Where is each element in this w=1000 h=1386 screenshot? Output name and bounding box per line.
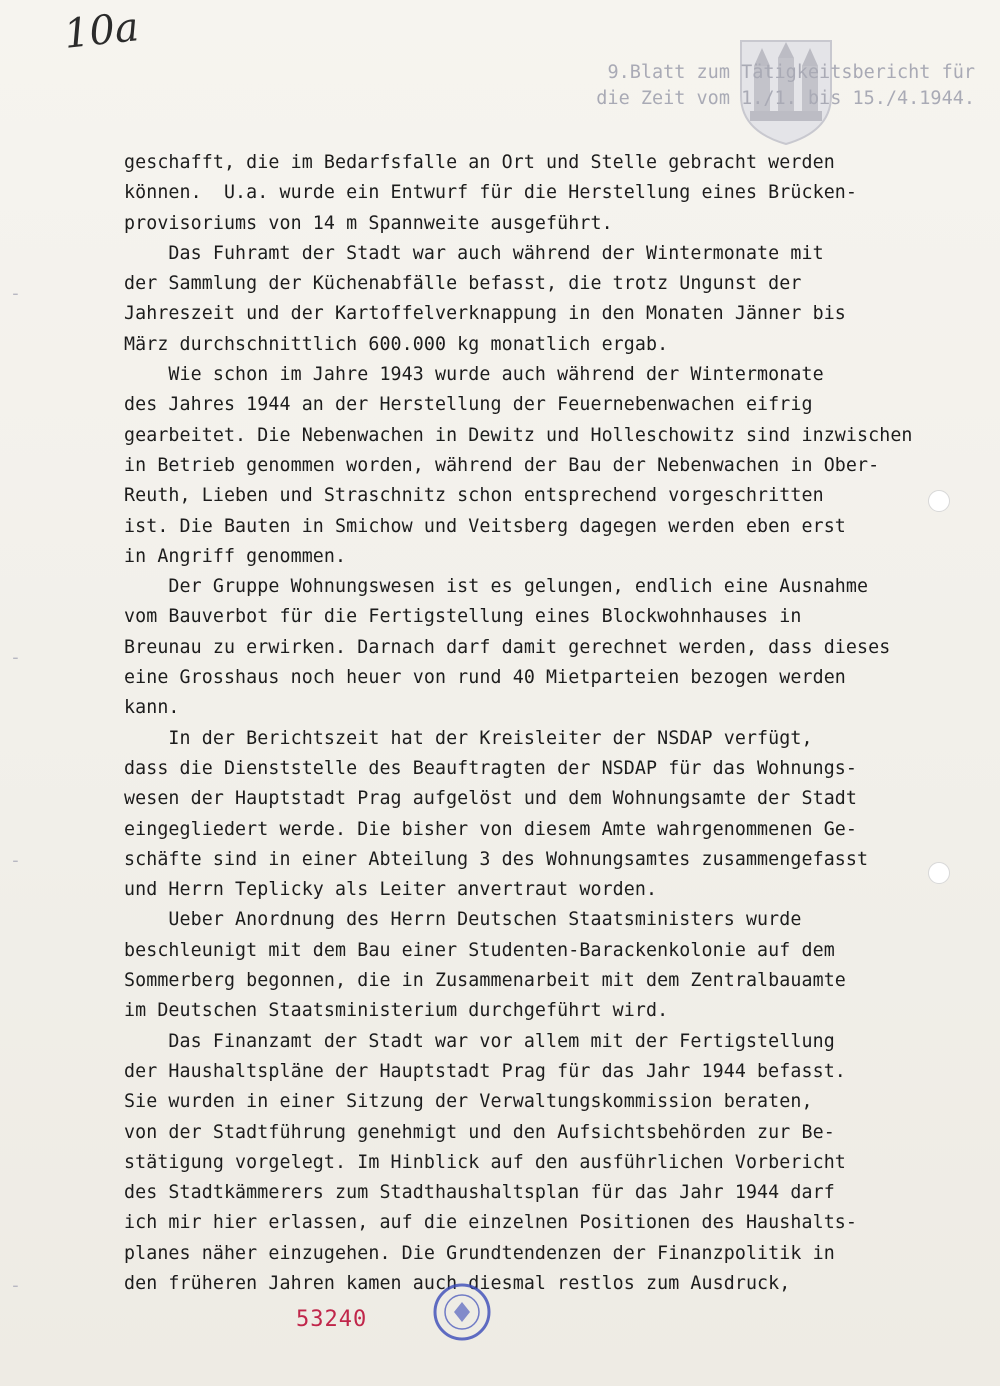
text-line: des Jahres 1944 an der Herstellung der Feuernebenwachen eifrig xyxy=(124,394,813,416)
text-line: vom Bauverbot für die Fertigstellung eines Blockwohnhauses in xyxy=(124,606,802,628)
text-line: ich mir hier erlassen, auf die einzelnen Positionen des Haushalts- xyxy=(124,1212,858,1234)
text-line: gearbeitet. Die Nebenwachen in Dewitz und Holleschowitz sind inzwischen xyxy=(124,424,913,446)
text-line: von der Stadtführung genehmigt und den Aufsichtsbehörden zur Be- xyxy=(124,1121,835,1143)
margin-dash: - xyxy=(10,283,21,304)
document-header xyxy=(415,60,975,112)
text-line: provisoriums von 14 m Spannweite ausgeführt. xyxy=(124,212,613,234)
text-line: Das Finanzamt der Stadt war vor allem mit der Fertigstellung xyxy=(124,1030,835,1052)
text-line: des Stadtkämmerers zum Stadthaushaltsplan für das Jahr 1944 darf xyxy=(124,1182,835,1204)
text-line: Der Gruppe Wohnungswesen ist es gelungen, endlich eine Ausnahme xyxy=(124,576,869,598)
text-line: planes näher einzugehen. Die Grundtendenzen der Finanzpolitik in xyxy=(124,1242,835,1264)
margin-dash: - xyxy=(10,647,21,668)
body-text xyxy=(124,148,984,1299)
header-line-2: die Zeit vom 1./1. bis 15./4.1944. xyxy=(596,88,975,109)
text-line: Wie schon im Jahre 1943 wurde auch während der Wintermonate xyxy=(124,364,824,386)
text-line: der Sammlung der Küchenabfälle befasst, die trotz Ungunst der xyxy=(124,273,802,295)
text-line: der Haushaltspläne der Hauptstadt Prag für das Jahr 1944 befasst. xyxy=(124,1060,846,1082)
text-line: dass die Dienststelle des Beauftragten der NSDAP für das Wohnungs- xyxy=(124,757,858,779)
text-line: In der Berichtszeit hat der Kreisleiter der NSDAP verfügt, xyxy=(124,727,813,749)
text-line: Reuth, Lieben und Straschnitz schon entsprechend vorgeschritten xyxy=(124,485,824,507)
text-line: Jahreszeit und der Kartoffelverknappung in den Monaten Jänner bis xyxy=(124,303,846,325)
text-line: schäfte sind in einer Abteilung 3 des Wohnungsamtes zusammengefasst xyxy=(124,848,869,870)
round-archive-stamp-icon xyxy=(432,1282,492,1342)
text-line: März durchschnittlich 600.000 kg monatlich ergab. xyxy=(124,333,669,355)
header-line-1: 9.Blatt zum Tätigkeitsbericht für xyxy=(607,62,975,83)
text-line: Sommerberg begonnen, die in Zusammenarbeit mit dem Zentralbauamte xyxy=(124,970,846,992)
text-line: und Herrn Teplicky als Leiter anvertraut worden. xyxy=(124,879,658,901)
text-line: den früheren Jahren kamen auch diesmal restlos zum Ausdruck, xyxy=(124,1272,791,1294)
text-line: beschleunigt mit dem Bau einer Studenten-Barackenkolonie auf dem xyxy=(124,939,835,961)
text-line: stätigung vorgelegt. Im Hinblick auf den ausführlichen Vorbericht xyxy=(124,1151,846,1173)
punch-hole xyxy=(928,490,950,512)
punch-hole xyxy=(928,862,950,884)
text-line: in Betrieb genommen worden, während der Bau der Nebenwachen in Ober- xyxy=(124,454,880,476)
text-line: im Deutschen Staatsministerium durchgeführt wird. xyxy=(124,1000,669,1022)
archive-number: 53240 xyxy=(296,1307,368,1332)
text-line: eingegliedert werde. Die bisher von diesem Amte wahrgenommenen Ge- xyxy=(124,818,858,840)
text-line: wesen der Hauptstadt Prag aufgelöst und dem Wohnungsamte der Stadt xyxy=(124,788,858,810)
text-line: Das Fuhramt der Stadt war auch während der Wintermonate mit xyxy=(124,242,824,264)
text-line: Breunau zu erwirken. Darnach darf damit gerechnet werden, dass dieses xyxy=(124,636,891,658)
margin-dash: - xyxy=(10,1275,21,1296)
text-line: in Angriff genommen. xyxy=(124,545,347,567)
margin-dash: - xyxy=(10,850,21,871)
text-line: ist. Die Bauten in Smichow und Veitsberg dagegen werden eben erst xyxy=(124,515,846,537)
text-line: kann. xyxy=(124,697,180,719)
text-line: können. U.a. wurde ein Entwurf für die Herstellung eines Brücken- xyxy=(124,182,858,204)
text-line: eine Grosshaus noch heuer von rund 40 Mietparteien bezogen werden xyxy=(124,667,846,689)
handwritten-page-number: 10a xyxy=(61,4,141,58)
text-line: geschafft, die im Bedarfsfalle an Ort und Stelle gebracht werden xyxy=(124,152,835,173)
text-line: Sie wurden in einer Sitzung der Verwaltungskommission beraten, xyxy=(124,1091,813,1113)
text-line: Ueber Anordnung des Herrn Deutschen Staatsministers wurde xyxy=(124,909,802,931)
